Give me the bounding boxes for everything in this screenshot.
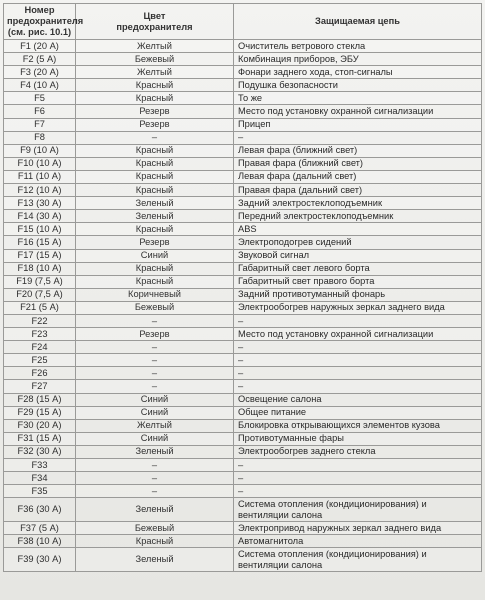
fuse-color-cell: Зеленый (76, 498, 234, 522)
header-fuse-color-line: предохранителя (116, 21, 193, 32)
protected-circuit-cell: Автомагнитола (234, 535, 482, 548)
fuse-number-cell: F27 (4, 380, 76, 393)
table-row (4, 367, 482, 380)
fuse-color-cell: Бежевый (76, 301, 234, 314)
table-row (4, 210, 482, 223)
fuse-number-cell: F35 (4, 485, 76, 498)
table-row (4, 262, 482, 275)
table-row (4, 522, 482, 535)
table-row (4, 275, 482, 288)
fuse-number-cell: F9 (10 А) (4, 144, 76, 157)
fuse-color-cell: Коричневый (76, 288, 234, 301)
fuse-number-cell: F36 (30 А) (4, 498, 76, 522)
fuse-number-cell: F31 (15 А) (4, 432, 76, 445)
fuse-color-cell: Зеленый (76, 548, 234, 572)
table-row (4, 393, 482, 406)
fuse-number-cell: F13 (30 А) (4, 197, 76, 210)
table-row (4, 236, 482, 249)
table-row (4, 328, 482, 341)
protected-circuit-cell: Левая фара (ближний свет) (234, 144, 482, 157)
fuse-table (3, 3, 482, 572)
fuse-color-cell: Резерв (76, 236, 234, 249)
fuse-number-cell: F8 (4, 131, 76, 144)
fuse-number-cell: F16 (15 А) (4, 236, 76, 249)
fuse-number-cell: F30 (20 А) (4, 419, 76, 432)
protected-circuit-cell: Габаритный свет правого борта (234, 275, 482, 288)
fuse-number-cell: F23 (4, 328, 76, 341)
protected-circuit-cell: Место под установку охранной сигнализации (234, 105, 482, 118)
fuse-number-cell: F19 (7,5 А) (4, 275, 76, 288)
table-row (4, 66, 482, 79)
fuse-color-cell: Красный (76, 170, 234, 183)
protected-circuit-cell: Задний противотуманный фонарь (234, 288, 482, 301)
table-row (4, 314, 482, 327)
fuse-number-cell: F33 (4, 459, 76, 472)
fuse-color-cell: Красный (76, 223, 234, 236)
protected-circuit-cell: Очиститель ветрового стекла (234, 40, 482, 53)
header-fuse-number-line: предохранителя (7, 16, 84, 26)
header-fuse-number-line: Номер (24, 5, 55, 15)
fuse-number-cell: F20 (7,5 А) (4, 288, 76, 301)
protected-circuit-cell: Освещение салона (234, 393, 482, 406)
header-fuse-color (76, 4, 234, 40)
fuse-color-cell: – (76, 367, 234, 380)
fuse-number-cell: F34 (4, 472, 76, 485)
fuse-number-cell: F3 (20 А) (4, 66, 76, 79)
fuse-color-cell: Зеленый (76, 197, 234, 210)
fuse-color-cell: Красный (76, 144, 234, 157)
fuse-color-cell: Красный (76, 262, 234, 275)
table-row (4, 131, 482, 144)
protected-circuit-cell: Общее питание (234, 406, 482, 419)
protected-circuit-cell: То же (234, 92, 482, 105)
fuse-number-cell: F39 (30 А) (4, 548, 76, 572)
table-row (4, 548, 482, 572)
protected-circuit-cell: Электроподогрев сидений (234, 236, 482, 249)
protected-circuit-cell: Правая фара (ближний свет) (234, 157, 482, 170)
fuse-number-cell: F26 (4, 367, 76, 380)
fuse-number-cell: F14 (30 А) (4, 210, 76, 223)
protected-circuit-cell: Блокировка открывающихся элементов кузова (234, 419, 482, 432)
protected-circuit-cell: Противотуманные фары (234, 432, 482, 445)
fuse-color-cell: Зеленый (76, 210, 234, 223)
protected-circuit-cell: Левая фара (дальний свет) (234, 170, 482, 183)
fuse-number-cell: F29 (15 А) (4, 406, 76, 419)
table-row (4, 249, 482, 262)
fuse-color-cell: Бежевый (76, 522, 234, 535)
table-row (4, 40, 482, 53)
fuse-color-cell: – (76, 314, 234, 327)
protected-circuit-cell: Подушка безопасности (234, 79, 482, 92)
fuse-color-cell: Красный (76, 184, 234, 197)
fuse-number-cell: F4 (10 А) (4, 79, 76, 92)
table-row (4, 184, 482, 197)
table-row (4, 92, 482, 105)
protected-circuit-cell: Место под установку охранной сигнализации (234, 328, 482, 341)
protected-circuit-cell: – (234, 341, 482, 354)
protected-circuit-cell: Электрообогрев наружных зеркал заднего вида (234, 301, 482, 314)
protected-circuit-cell: Задний электростеклоподъемник (234, 197, 482, 210)
fuse-number-cell: F2 (5 А) (4, 53, 76, 66)
table-row (4, 170, 482, 183)
protected-circuit-cell: Комбинация приборов, ЭБУ (234, 53, 482, 66)
protected-circuit-cell: Передний электростеклоподъемник (234, 210, 482, 223)
header-protected-circuit: Защищаемая цепь (234, 4, 482, 40)
protected-circuit-cell: – (234, 459, 482, 472)
protected-circuit-cell: Звуковой сигнал (234, 249, 482, 262)
header-fuse-number-line: (см. рис. 10.1) (7, 27, 72, 37)
fuse-color-cell: – (76, 472, 234, 485)
fuse-color-cell: – (76, 485, 234, 498)
protected-circuit-cell: Система отопления (кондиционирования) и вентиляции салона (234, 548, 482, 572)
protected-circuit-cell: – (234, 314, 482, 327)
fuse-number-cell: F32 (30 А) (4, 445, 76, 458)
table-row (4, 223, 482, 236)
fuse-color-cell: Желтый (76, 419, 234, 432)
fuse-number-cell: F6 (4, 105, 76, 118)
fuse-number-cell: F7 (4, 118, 76, 131)
protected-circuit-cell: Фонари заднего хода, стоп-сигналы (234, 66, 482, 79)
table-row (4, 341, 482, 354)
table-row (4, 459, 482, 472)
table-row (4, 485, 482, 498)
fuse-color-cell: Желтый (76, 40, 234, 53)
table-row (4, 144, 482, 157)
fuse-number-cell: F25 (4, 354, 76, 367)
fuse-color-cell: Резерв (76, 105, 234, 118)
table-row (4, 301, 482, 314)
fuse-number-cell: F22 (4, 314, 76, 327)
table-row (4, 53, 482, 66)
fuse-number-cell: F10 (10 А) (4, 157, 76, 170)
fuse-number-cell: F11 (10 А) (4, 170, 76, 183)
header-fuse-number (4, 4, 84, 40)
protected-circuit-cell: Система отопления (кондиционирования) и вентиляции салона (234, 498, 482, 522)
fuse-color-cell: Резерв (76, 328, 234, 341)
protected-circuit-cell: – (234, 485, 482, 498)
fuse-color-cell: – (76, 459, 234, 472)
fuse-color-cell: Желтый (76, 66, 234, 79)
protected-circuit-cell: Прицеп (234, 118, 482, 131)
fuse-color-cell: Зеленый (76, 445, 234, 458)
table-row (4, 354, 482, 367)
table-row (4, 535, 482, 548)
protected-circuit-cell: – (234, 367, 482, 380)
header-fuse-color-line: Цвет (143, 10, 166, 21)
fuse-color-cell: Резерв (76, 118, 234, 131)
table-body (4, 40, 482, 572)
table-row (4, 419, 482, 432)
fuse-color-cell: Синий (76, 393, 234, 406)
table-row (4, 432, 482, 445)
table-row (4, 472, 482, 485)
table-row (4, 406, 482, 419)
protected-circuit-cell: – (234, 380, 482, 393)
fuse-color-cell: Красный (76, 79, 234, 92)
table-row (4, 288, 482, 301)
fuse-number-cell: F24 (4, 341, 76, 354)
fuse-number-cell: F28 (15 А) (4, 393, 76, 406)
fuse-number-cell: F37 (5 А) (4, 522, 76, 535)
protected-circuit-cell: ABS (234, 223, 482, 236)
fuse-number-cell: F38 (10 А) (4, 535, 76, 548)
fuse-number-cell: F5 (4, 92, 76, 105)
fuse-color-cell: Красный (76, 157, 234, 170)
fuse-color-cell: Синий (76, 432, 234, 445)
fuse-number-cell: F12 (10 А) (4, 184, 76, 197)
protected-circuit-cell: Габаритный свет левого борта (234, 262, 482, 275)
fuse-color-cell: Красный (76, 275, 234, 288)
table-row (4, 498, 482, 522)
fuse-number-cell: F21 (5 А) (4, 301, 76, 314)
table-row (4, 445, 482, 458)
fuse-color-cell: Красный (76, 535, 234, 548)
fuse-color-cell: Красный (76, 92, 234, 105)
table-row (4, 157, 482, 170)
fuse-color-cell: – (76, 354, 234, 367)
table-header (4, 4, 482, 40)
fuse-number-cell: F17 (15 А) (4, 249, 76, 262)
protected-circuit-cell: Электрообогрев заднего стекла (234, 445, 482, 458)
fuse-color-cell: – (76, 131, 234, 144)
protected-circuit-cell: – (234, 472, 482, 485)
fuse-color-cell: Бежевый (76, 53, 234, 66)
protected-circuit-cell: Правая фара (дальний свет) (234, 184, 482, 197)
table-row (4, 79, 482, 92)
fuse-color-cell: Синий (76, 249, 234, 262)
fuse-color-cell: Синий (76, 406, 234, 419)
table-row (4, 105, 482, 118)
fuse-number-cell: F15 (10 А) (4, 223, 76, 236)
table-row (4, 118, 482, 131)
table-row (4, 380, 482, 393)
fuse-color-cell: – (76, 341, 234, 354)
fuse-number-cell: F18 (10 А) (4, 262, 76, 275)
protected-circuit-cell: – (234, 354, 482, 367)
table-row (4, 197, 482, 210)
fuse-number-cell: F1 (20 А) (4, 40, 76, 53)
protected-circuit-cell: – (234, 131, 482, 144)
fuse-color-cell: – (76, 380, 234, 393)
protected-circuit-cell: Электропривод наружных зеркал заднего вида (234, 522, 482, 535)
